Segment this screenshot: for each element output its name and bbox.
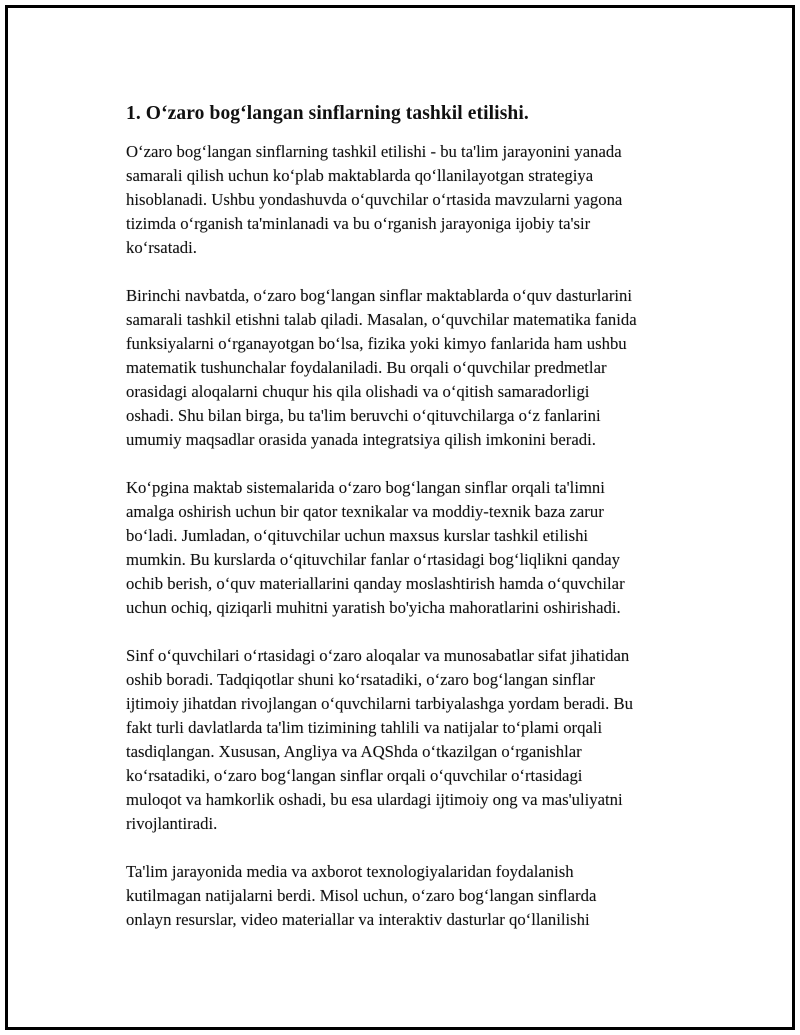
text-line: oshadi. Shu bilan birga, bu ta'lim beruvchi o‘qituvchilarga o‘z fanlarini: [126, 406, 601, 425]
text-line: bo‘ladi. Jumladan, o‘qituvchilar uchun maxsus kurslar tashkil etilishi: [126, 526, 589, 545]
text-line: Sinf o‘quvchilari o‘rtasidagi o‘zaro aloqalar va munosabatlar sifat jihatidan: [126, 646, 630, 665]
text-line: muloqot va hamkorlik oshadi, bu esa ulardagi ijtimoiy ong va mas'uliyatni: [126, 790, 623, 809]
text-line: amalga oshirish uchun bir qator texnikalar va moddiy-texnik baza zarur: [126, 502, 604, 521]
text-line: Birinchi navbatda, o‘zaro bog‘langan sinflar maktablarda o‘quv dasturlarini: [126, 286, 633, 305]
document-body: [120, 102, 700, 956]
text-line: fakt turli davlatlarda ta'lim tizimining tahlili va natijalar to‘plami orqali: [126, 718, 603, 737]
text-line: Ko‘pgina maktab sistemalarida o‘zaro bog‘langan sinflar orqali ta'limni: [126, 478, 605, 497]
text-line: hisoblanadi. Ushbu yondashuvda o‘quvchilar o‘rtasida mavzularni yagona: [126, 190, 623, 209]
text-line: ko‘rsatadiki, o‘zaro bog‘langan sinflar orqali o‘quvchilar o‘rtasidagi: [126, 766, 583, 785]
text-line: tasdiqlangan. Xususan, Angliya va AQShda o‘tkazilgan o‘rganishlar: [126, 742, 582, 761]
text-line: umumiy maqsadlar orasida yanada integratsiya qilish imkonini beradi.: [126, 430, 596, 449]
text-line: funksiyalarni o‘rganayotgan bo‘lsa, fizika yoki kimyo fanlarida ham ushbu: [126, 334, 627, 353]
text-line: rivojlantiradi.: [126, 814, 218, 833]
text-line: ochib berish, o‘quv materiallarini qanday moslashtirish hamda o‘quvchilar: [126, 574, 625, 593]
text-line: kutilmagan natijalarni berdi. Misol uchun, o‘zaro bog‘langan sinflarda: [126, 886, 597, 905]
text-line: orasidagi aloqalarni chuqur his qila olishadi va o‘qitish samaradorligi: [126, 382, 590, 401]
text-line: matematik tushunchalar foydalaniladi. Bu orqali o‘quvchilar predmetlar: [126, 358, 607, 377]
text-line: oshib boradi. Tadqiqotlar shuni ko‘rsatadiki, o‘zaro bog‘langan sinflar: [126, 670, 595, 689]
paragraph: [126, 644, 700, 836]
paragraph: [126, 860, 700, 932]
text-line: ko‘rsatadi.: [126, 238, 197, 257]
text-line: samarali tashkil etishni talab qiladi. Masalan, o‘quvchilar matematika fanida: [126, 310, 637, 329]
paragraph: [126, 284, 700, 452]
text-line: mumkin. Bu kurslarda o‘qituvchilar fanlar o‘rtasidagi bog‘liqlikni qanday: [126, 550, 621, 569]
text-line: O‘zaro bog‘langan sinflarning tashkil etilishi - bu ta'lim jarayonini yanada: [126, 142, 622, 161]
text-line: tizimda o‘rganish ta'minlanadi va bu o‘rganish jarayoniga ijobiy ta'sir: [126, 214, 591, 233]
text-line: ijtimoiy jihatdan rivojlangan o‘quvchilarni tarbiyalashga yordam beradi. Bu: [126, 694, 633, 713]
text-line: onlayn resurslar, video materiallar va interaktiv dasturlar qo‘llanilishi: [126, 910, 590, 929]
text-line: uchun ochiq, qiziqarli muhitni yaratish bo'yicha mahoratlarini oshirishadi.: [126, 598, 621, 617]
text-line: Ta'lim jarayonida media va axborot texnologiyalaridan foydalanish: [126, 862, 574, 881]
paragraph: [126, 476, 700, 620]
text-line: samarali qilish uchun ko‘plab maktablarda qo‘llanilayotgan strategiya: [126, 166, 594, 185]
page-frame: [5, 5, 795, 1030]
paragraph: [126, 140, 700, 260]
document-title: 1. O‘zaro bog‘langan sinflarning tashkil etilishi.: [126, 103, 529, 124]
